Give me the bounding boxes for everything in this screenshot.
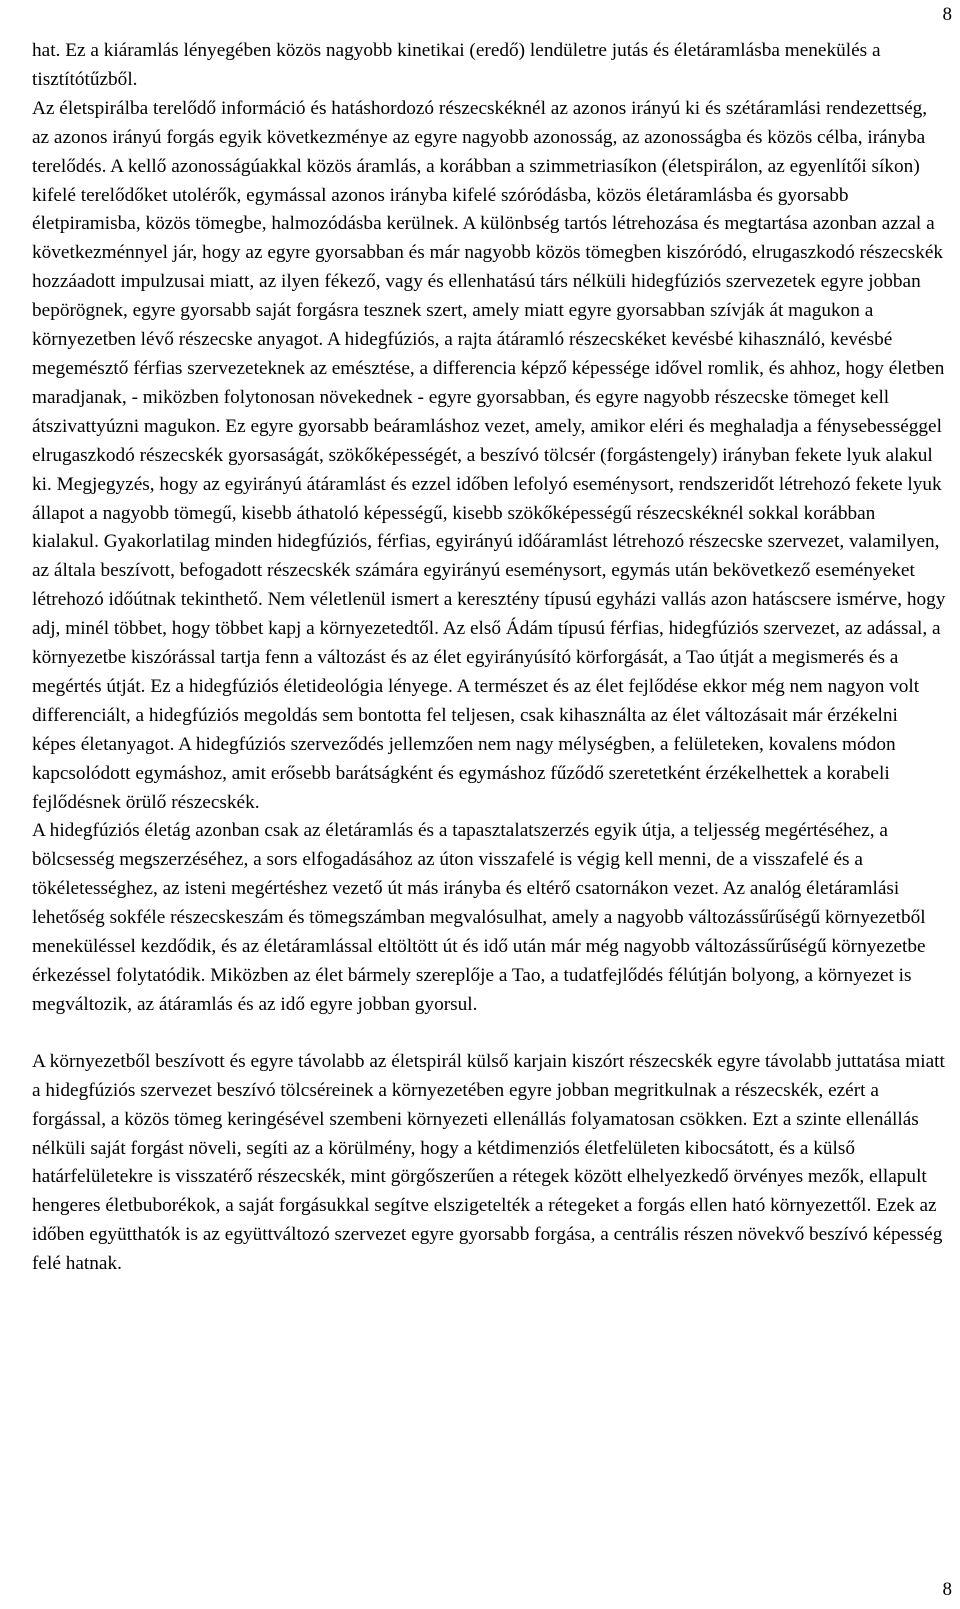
page-number-top: 8	[942, 4, 952, 25]
document-body	[32, 37, 946, 1279]
paragraph-2: Az életspirálba terelődő információ és hatáshordozó részecskéknél az azonos irányú ki és szétáramlási rendezettség, az azonos irányú forgás egyik következménye az egyre nagyobb azonosság, az azonosságba és közös célba, irányba terelődés. A kellő azonosságúakkal közös áramlás, a korábban a szimmetriasíkon (életspirálon, az egyenlítői síkon) kifelé terelődőket utolérők, egymással azonos irányba kifelé szóródásba, közös életáramlásba és gyorsabb életpiramisba, közös tömegbe, halmozódásba kerülnek. A különbség tartós létrehozása és megtartása azonban azzal a következménnyel jár, hogy az egyre gyorsabban és már nagyobb közös tömegben kiszóródó, elrugaszkodó részecskék hozzáadott impulzusai miatt, az ilyen fékező, vagy és ellenhatású társ nélküli hidegfúziós szervezetek egyre jobban bepörögnek, egyre gyorsabb saját forgásra tesznek szert, amely miatt egyre gyorsabban szívják át magukon a környezetben lévő részecske anyagot. A hidegfúziós, a rajta átáramló részecskéket kevésbé kihasználó, kevésbé megemésztő férfias szervezeteknek az emésztése, a differencia képző képessége idővel romlik, és ahhoz, hogy életben maradjanak, - miközben folytonosan növekednek - egyre gyorsabban, és egyre nagyobb részecske tömeget kell átszivattyúzni magukon. Ez egyre gyorsabb beáramláshoz vezet, amely, amikor eléri és meghaladja a fénysebességgel elrugaszkodó részecskék gyorsaságát, szökőképességét, a beszívó tölcsér (forgástengely) irányban fekete lyuk alakul ki. Megjegyzés, hogy az egyirányú átáramlást és ezzel időben lefolyó eseménysort, rendszeridőt létrehozó fekete lyuk állapot a nagyobb tömegű, kisebb áthatoló képességű, kisebb szökőképességű részecskéknél sokkal korábban kialakul. Gyakorlatilag minden hidegfúziós, férfias, egyirányú időáramlást létrehozó részecske szervezet, valamilyen, az általa beszívott, befogadott részecskék számára egyirányú eseménysort, egymás után bekövetkező eseményeket létrehozó időútnak tekinthető. Nem véletlenül ismert a keresztény típusú egyházi vallás azon hatáscsere ismérve, hogy adj, minél többet, hogy többet kapj a környezetedtől. Az első Ádám típusú férfias, hidegfúziós szervezet, az adással, a környezetbe kiszórással tartja fenn a változást és az élet egyirányúsító körforgását, a Tao útját a megismerés és a megértés útját. Ez a hidegfúziós életideológia lényege. A természet és az élet fejlődése ekkor még nem nagyon volt differenciált, a hidegfúziós megoldás sem bontotta fel teljesen, csak kihasználta az élet változásait már érzékelni képes életanyagot. A hidegfúziós szerveződés jellemzően nem nagy mélységben, a felületeken, kovalens módon kapcsolódott egymáshoz, amit erősebb barátságként és egymáshoz fűződő szeretetként érzékelhettek a korabeli fejlődésnek örülő részecskék.	[32, 97, 946, 813]
paragraph-3: A hidegfúziós életág azonban csak az életáramlás és a tapasztalatszerzés egyik útja, a teljesség megértéséhez, a bölcsesség megszerzéséhez, a sors elfogadásához az úton visszafelé is végig kell menni, de a visszafelé és a tökéletességhez, az isteni megértéshez vezető út más irányba és eltérő csatornákon vezet. Az analóg életáramlási lehetőség sokféle részecskeszám és tömegszámban megvalósulhat, amely a nagyobb változássűrűségű környezetből meneküléssel kezdődik, és az életáramlással eltöltött út és idő után már még nagyobb változássűrűségű környezetbe érkezéssel folytatódik. Miközben az élet bármely szereplője a Tao, a tudatfejlődés félútján bolyong, a környezet is megváltozik, az átáramlás és az idő egyre jobban gyorsul.	[32, 820, 926, 1015]
paragraph-1: hat. Ez a kiáramlás lényegében közös nagyobb kinetikai (eredő) lendületre jutás és életáramlásba menekülés a tisztítótűzből.	[32, 40, 881, 90]
page-number-bottom: 8	[942, 1579, 952, 1600]
paragraph-4: A környezetből beszívott és egyre távolabb az életspirál külső karjain kiszórt részecskék egyre távolabb juttatása miatt a hidegfúziós szervezet beszívó tölcséreinek a környezetében egyre jobban megritkulnak a részecskék, ezért a forgással, a közös tömeg keringésével szembeni környezeti ellenállás folyamatosan csökken. Ezt a szinte ellenállás nélküli saját forgást növeli, segíti az a körülmény, hogy a kétdimenziós életfelületen kibocsátott, és a külső határfelületekre is visszatérő részecskék, mint görgőszerűen a rétegek között elhelyezkedő örvényes mezők, ellapult hengeres életbuborékok, a saját forgásukkal segítve elszigetelték a rétegeket a forgás ellen ható környezettől. Ezek az időben együtthatók is az együttváltozó szervezet egyre gyorsabb forgása, a centrális részen növekvő beszívó képesség felé hatnak.	[32, 1050, 945, 1275]
